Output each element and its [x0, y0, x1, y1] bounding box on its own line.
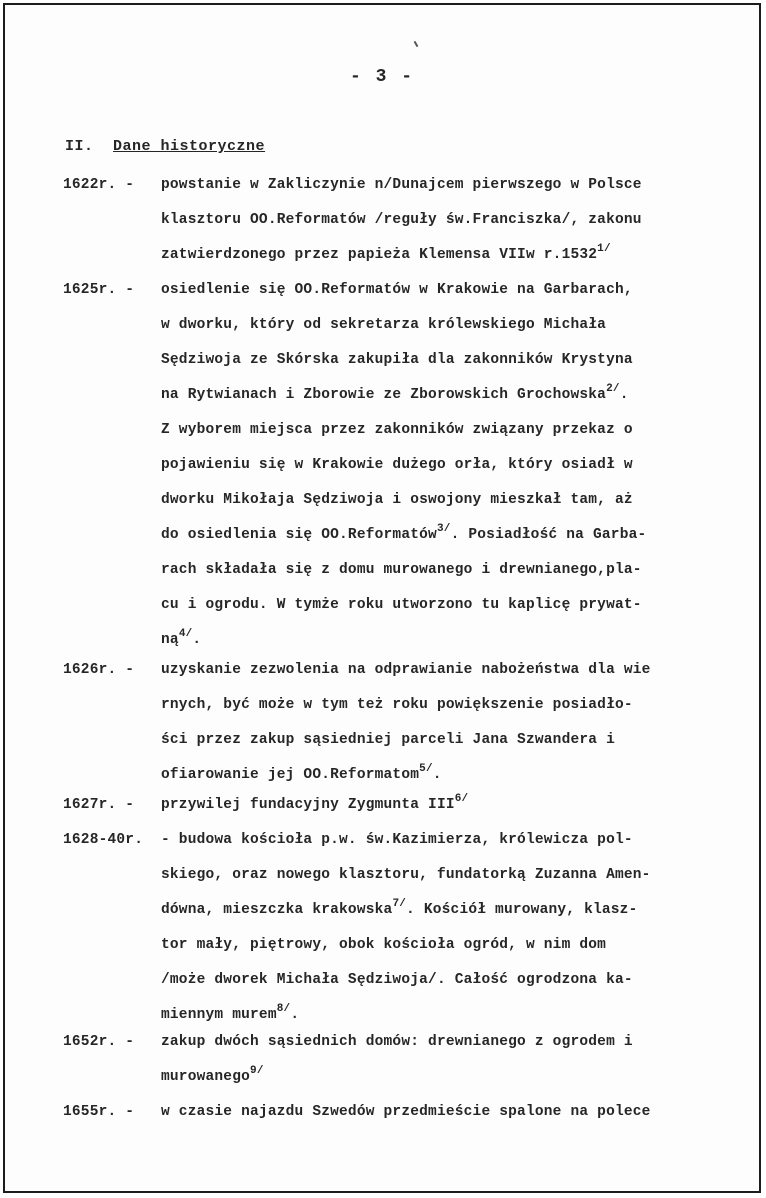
entry-line: [161, 308, 713, 343]
chronology-entry: [63, 273, 713, 658]
entry-line: [161, 448, 713, 483]
entry-line: [161, 1095, 713, 1130]
line-text: miennym murem: [161, 1007, 277, 1023]
entry-date: 1626r. -: [63, 662, 135, 678]
entry-line: [161, 823, 713, 858]
footnote-reference: 5/: [419, 763, 433, 775]
line-text: ną: [161, 632, 179, 648]
footnote-reference: 9/: [250, 1065, 264, 1077]
entry-line: [161, 963, 713, 998]
entry-line: [161, 1060, 713, 1095]
entry-date: 1627r. -: [63, 797, 135, 813]
chronology-entry: [63, 1095, 713, 1130]
entry-line: [161, 893, 713, 928]
entry-text: [161, 823, 713, 1033]
footnote-reference: 4/: [178, 628, 193, 640]
entry-date: 1652r. -: [63, 1034, 135, 1050]
line-text: dworku Mikołaja Sędziwoja i oswojony mieszkał tam, aż: [161, 492, 633, 508]
line-text-continued: .: [290, 1007, 300, 1023]
entry-line: [161, 588, 713, 623]
line-text: do osiedlenia się OO.Reformatów: [161, 527, 437, 543]
entry-line: [161, 483, 713, 518]
line-text: Z wyborem miejsca przez zakonników związany przekaz o: [161, 422, 633, 438]
chronology-entry: [63, 168, 713, 273]
entry-text: [161, 653, 713, 793]
line-text: na Rytwianach i Zborowie ze Zborowskich Grochowska: [161, 387, 607, 403]
footnote-reference: 2/: [606, 383, 620, 395]
entry-line: [161, 788, 713, 823]
line-text: osiedlenie się OO.Reformatów w Krakowie na Garbarach,: [161, 282, 633, 298]
line-text-continued: . Posiadłość na Garba-: [450, 527, 647, 543]
line-text: murowanego: [161, 1069, 251, 1085]
footnote-reference: 8/: [276, 1003, 291, 1015]
line-text: przywilej fundacyjny Zygmunta III: [161, 797, 455, 813]
line-text: tor mały, piętrowy, obok kościoła ogród, w nim dom: [161, 937, 607, 953]
line-text-continued: . Kościół murowany, klasz-: [406, 902, 638, 918]
line-text: rach składała się z domu murowanego i drewnianego,pla-: [161, 562, 642, 578]
entry-line: [161, 238, 713, 273]
line-text: pojawieniu się w Krakowie dużego orła, który osiadł w: [161, 457, 633, 473]
line-text-continued: .: [432, 767, 442, 783]
entry-text: [161, 788, 713, 823]
line-text: /może dworek Michała Sędziwoja/. Całość ogrodzona ka-: [161, 972, 633, 988]
entry-date: 1625r. -: [63, 282, 135, 298]
entry-text: [161, 273, 713, 658]
section-number: II.: [65, 138, 94, 155]
line-text: - budowa kościoła p.w. św.Kazimierza, królewicza pol-: [161, 832, 633, 848]
line-text: klasztoru OO.Reformatów /reguły św.Franciszka/, zakonu: [161, 212, 642, 228]
entry-line: [161, 413, 713, 448]
line-text: uzyskanie zezwolenia na odprawianie nabożeństwa dla wie: [161, 662, 651, 678]
chronology-entry: [63, 788, 713, 823]
entry-date: 1655r. -: [63, 1104, 135, 1120]
document-page: [3, 3, 761, 1193]
entry-date: 1628-40r.: [63, 832, 144, 848]
page-number: - 3 -: [349, 67, 414, 87]
line-text: zakup dwóch sąsiednich domów: drewnianego z ogrodem i: [161, 1034, 633, 1050]
line-text: ofiarowanie jej OO.Reformatom: [161, 767, 420, 783]
footnote-reference: 1/: [597, 243, 611, 255]
scan-speck: [414, 41, 419, 47]
entry-line: [161, 1025, 713, 1060]
line-text: rnych, być może w tym też roku powiększenie posiadło-: [161, 697, 633, 713]
line-text: w dworku, który od sekretarza królewskiego Michała: [161, 317, 607, 333]
line-text-continued: .: [192, 632, 202, 648]
line-text: ści przez zakup sąsiedniej parceli Jana Szwandera i: [161, 732, 615, 748]
entry-line: [161, 168, 713, 203]
entry-line: [161, 273, 713, 308]
entry-line: [161, 653, 713, 688]
line-text-continued: .: [619, 387, 629, 403]
section-title: Dane historyczne: [113, 138, 266, 155]
line-text: zatwierdzonego przez papieża Klemensa VIIw r.1532: [161, 247, 598, 263]
chronology-entry: [63, 823, 713, 1033]
entry-line: [161, 203, 713, 238]
chronology-entry: [63, 653, 713, 793]
entry-line: [161, 723, 713, 758]
entry-line: [161, 928, 713, 963]
entry-line: [161, 518, 713, 553]
entry-text: [161, 168, 713, 273]
entry-line: [161, 858, 713, 893]
section-heading: [65, 138, 265, 155]
footnote-reference: 3/: [436, 523, 451, 535]
line-text: powstanie w Zakliczynie n/Dunajcem pierwszego w Polsce: [161, 177, 642, 193]
entry-text: [161, 1095, 713, 1130]
entry-date: 1622r. -: [63, 177, 135, 193]
line-text: skiego, oraz nowego klasztoru, fundatorką Zuzanna Amen-: [161, 867, 651, 883]
entry-line: [161, 553, 713, 588]
entry-text: [161, 1025, 713, 1095]
entry-line: [161, 378, 713, 413]
chronology-entry: [63, 1025, 713, 1095]
entry-line: [161, 688, 713, 723]
footnote-reference: 6/: [454, 793, 469, 805]
line-text: Sędziwoja ze Skórska zakupiła dla zakonników Krystyna: [161, 352, 633, 368]
footnote-reference: 7/: [392, 898, 407, 910]
line-text: cu i ogrodu. W tymże roku utworzono tu kaplicę prywat-: [161, 597, 642, 613]
entry-line: [161, 343, 713, 378]
line-text: w czasie najazdu Szwedów przedmieście spalone na polece: [161, 1104, 651, 1120]
line-text: dówna, mieszczka krakowska: [161, 902, 393, 918]
